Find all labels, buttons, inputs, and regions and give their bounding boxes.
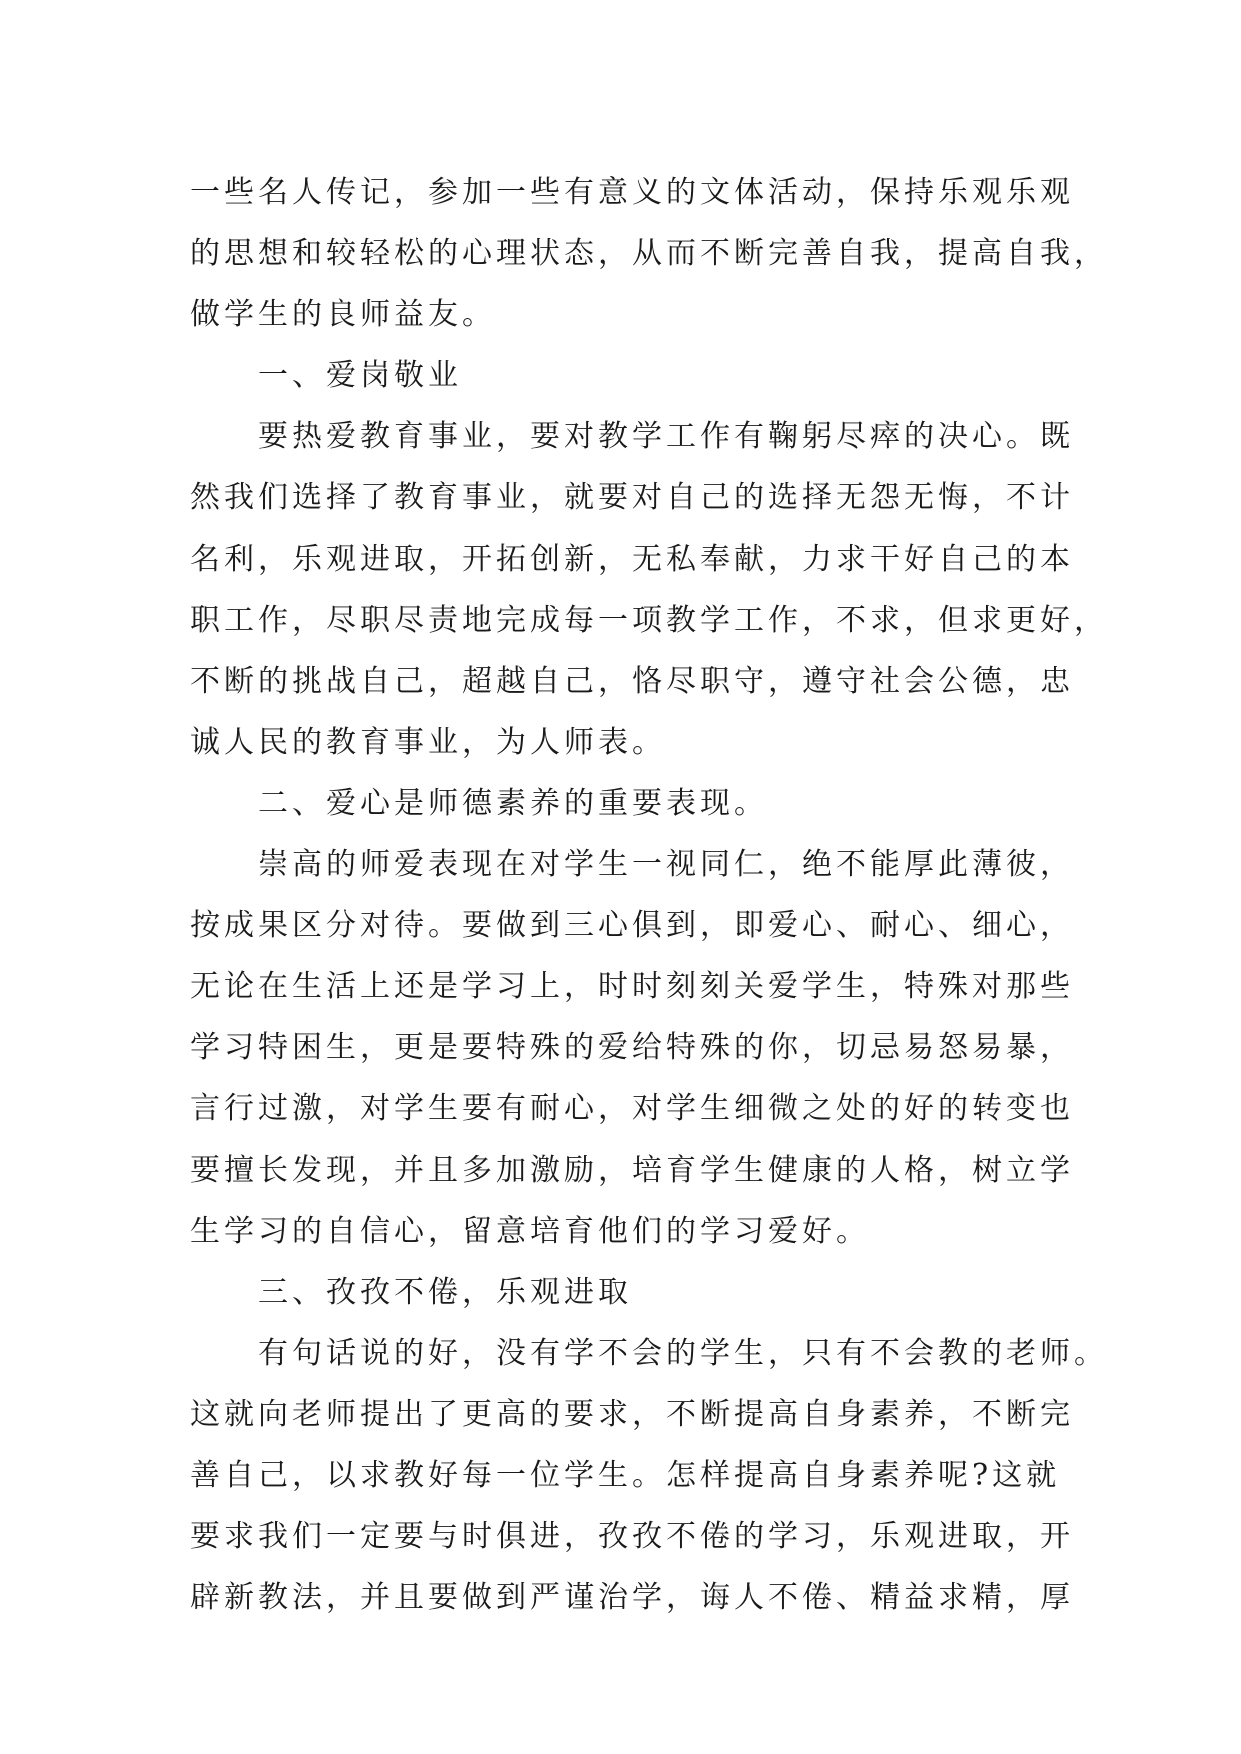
text-line: 一些名人传记，参加一些有意义的文体活动，保持乐观乐观 — [190, 175, 1074, 210]
text-line: 要擅长发现，并且多加激励，培育学生健康的人格，树立学 — [190, 1152, 1074, 1188]
text-line: 职工作，尽职尽责地完成每一项教学工作，不求，但求更好， — [190, 602, 1108, 638]
text-line: 言行过激，对学生要有耐心，对学生细微之处的好的转变也 — [190, 1091, 1074, 1127]
text-line: 然我们选择了教育事业，就要对自己的选择无怨无悔，不计 — [190, 480, 1074, 516]
text-line: 善自己，以求教好每一位学生。怎样提高自身素养呢?这就 — [190, 1457, 1061, 1493]
text-line: 名利，乐观进取，开拓创新，无私奉献，力求干好自己的本 — [190, 541, 1074, 577]
text-line: 这就向老师提出了更高的要求，不断提高自身素养，不断完 — [190, 1396, 1074, 1432]
section-heading-1: 一、爱岗敬业 — [258, 358, 462, 394]
body-text — [190, 162, 1108, 1628]
text-line: 崇高的师爱表现在对学生一视同仁，绝不能厚此薄彼， — [258, 847, 1074, 883]
text-line: 做学生的良师益友。 — [190, 297, 496, 333]
text-line: 诚人民的教育事业，为人师表。 — [190, 724, 666, 760]
text-line: 的思想和较轻松的心理状态，从而不断完善自我，提高自我， — [190, 236, 1108, 272]
text-line: 不断的挑战自己，超越自己，恪尽职守，遵守社会公德，忠 — [190, 663, 1074, 699]
text-line: 辟新教法，并且要做到严谨治学，诲人不倦、精益求精，厚 — [190, 1580, 1074, 1616]
text-line: 无论在生活上还是学习上，时时刻刻关爱学生，特殊对那些 — [190, 969, 1074, 1005]
text-line: 有句话说的好，没有学不会的学生，只有不会教的老师。 — [258, 1335, 1108, 1371]
section-heading-2: 二、爱心是师德素养的重要表现。 — [258, 785, 768, 821]
text-line: 生学习的自信心，留意培育他们的学习爱好。 — [190, 1213, 870, 1249]
text-line: 按成果区分对待。要做到三心俱到，即爱心、耐心、细心， — [190, 908, 1074, 944]
text-line: 学习特困生，更是要特殊的爱给特殊的你，切忌易怒易暴， — [190, 1030, 1074, 1066]
text-line: 要求我们一定要与时俱进，孜孜不倦的学习，乐观进取，开 — [190, 1519, 1074, 1555]
text-line: 要热爱教育事业，要对教学工作有鞠躬尽瘁的决心。既 — [258, 419, 1074, 455]
section-heading-3: 三、孜孜不倦，乐观进取 — [258, 1274, 632, 1310]
